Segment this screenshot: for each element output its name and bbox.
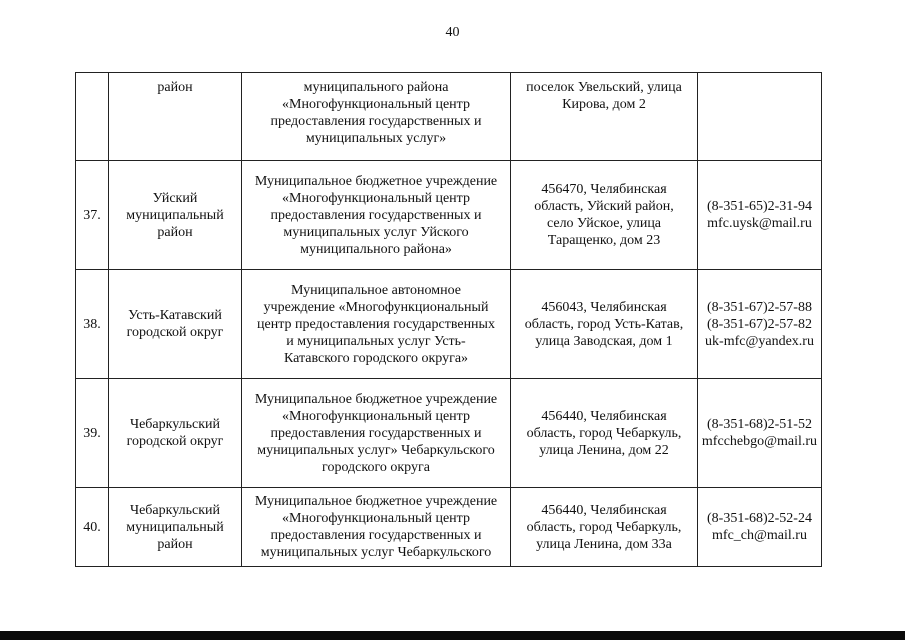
- organization-line: «Многофункциональный центр: [282, 97, 470, 112]
- organization-line: Катавского городского округа»: [283, 350, 469, 366]
- organization-cell: [242, 488, 511, 567]
- address-cell: [511, 488, 698, 567]
- address-line: Таращенко, дом 23: [547, 233, 661, 248]
- address-line: область, город Чебаркуль,: [526, 425, 682, 441]
- contacts-cell: [698, 488, 822, 567]
- address-line: улица Ленина, дом 22: [539, 442, 669, 458]
- row-number-cell: 39.: [76, 379, 109, 488]
- email-address: mfc.uysk@mail.ru: [707, 216, 812, 231]
- organization-line: «Многофункциональный центр: [282, 190, 470, 206]
- contacts-cell: [698, 379, 822, 488]
- organization-line: Муниципальное автономное: [290, 282, 462, 298]
- contacts-cell: [698, 73, 822, 161]
- organization-line: предоставления государственных и: [270, 425, 482, 441]
- email-address: uk-mfc@yandex.ru: [705, 333, 814, 349]
- table-row: [76, 161, 822, 270]
- district-name-cell: [109, 73, 242, 161]
- organization-cell: [242, 161, 511, 270]
- organization-line: и муниципальных услуг Усть-: [286, 333, 466, 349]
- organization-line: предоставления государственных и: [270, 114, 482, 129]
- address-cell: [511, 270, 698, 379]
- phone-number: (8-351-68)2-52-24: [707, 511, 812, 526]
- row-number-cell: 38.: [76, 270, 109, 379]
- address-cell: [511, 73, 698, 161]
- district-name-line: район: [157, 80, 193, 95]
- table-row: [76, 488, 822, 567]
- scan-edge-band: [0, 631, 905, 640]
- organization-line: «Многофункциональный центр: [282, 511, 470, 526]
- contacts-cell: [698, 161, 822, 270]
- district-name-cell: [109, 270, 242, 379]
- email-address: mfcchebgo@mail.ru: [701, 434, 818, 449]
- address-line: 456440, Челябинская: [541, 408, 667, 424]
- row-number-cell: [76, 73, 109, 161]
- organization-line: городского округа: [322, 459, 430, 475]
- organization-cell: [242, 379, 511, 488]
- organization-line: Муниципальное бюджетное учреждение: [254, 173, 498, 189]
- address-cell: [511, 161, 698, 270]
- address-line: 456470, Челябинская: [541, 182, 667, 197]
- address-line: область, Уйский район,: [534, 199, 674, 214]
- district-name-line: Чебаркульский: [129, 502, 220, 518]
- district-name-cell: [109, 161, 242, 270]
- organization-line: предоставления государственных и: [270, 207, 482, 223]
- district-name-line: Усть-Катавский: [128, 308, 222, 323]
- address-line: село Уйское, улица: [546, 216, 662, 231]
- address-line: улица Заводская, дом 1: [535, 333, 673, 349]
- organization-line: муниципальных услуг Уйского: [283, 224, 469, 240]
- organization-line: Муниципальное бюджетное учреждение: [254, 391, 498, 407]
- table-row: [76, 270, 822, 379]
- district-name-line: городской округ: [126, 434, 224, 449]
- phone-number: (8-351-67)2-57-82: [707, 316, 812, 332]
- district-name-line: городской округ: [126, 325, 224, 340]
- district-name-line: муниципальный: [126, 519, 224, 535]
- organization-line: центр предоставления государственных: [257, 316, 495, 332]
- organization-line: Муниципальное бюджетное учреждение: [254, 494, 498, 509]
- district-name-line: Чебаркульский: [129, 417, 220, 432]
- table-row: [76, 379, 822, 488]
- mfc-registry-table: [75, 72, 822, 567]
- organization-line: муниципального района»: [300, 241, 452, 257]
- organization-line: предоставления государственных и: [270, 528, 482, 543]
- page-number: 40: [445, 25, 460, 40]
- row-number-cell: 37.: [76, 161, 109, 270]
- organization-line: муниципальных услуг»: [305, 131, 447, 146]
- row-number-cell: 40.: [76, 488, 109, 567]
- organization-line: муниципальных услуг Чебаркульского: [260, 545, 492, 560]
- address-line: 456043, Челябинская: [541, 299, 667, 315]
- phone-number: (8-351-67)2-57-88: [707, 299, 812, 315]
- email-address: mfc_ch@mail.ru: [712, 528, 807, 543]
- address-line: улица Ленина, дом 33а: [536, 536, 672, 552]
- address-line: 456440, Челябинская: [541, 502, 667, 518]
- address-line: область, город Чебаркуль,: [526, 519, 682, 535]
- organization-line: муниципального района: [303, 80, 449, 95]
- phone-number: (8-351-65)2-31-94: [707, 199, 812, 214]
- phone-number: (8-351-68)2-51-52: [707, 417, 812, 432]
- contacts-cell: [698, 270, 822, 379]
- address-cell: [511, 379, 698, 488]
- address-line: поселок Увельский, улица: [526, 80, 682, 95]
- district-name-cell: [109, 379, 242, 488]
- organization-cell: [242, 270, 511, 379]
- organization-line: учреждение «Многофункциональный: [263, 299, 489, 315]
- district-name-line: район: [157, 224, 193, 240]
- district-name-line: муниципальный: [126, 207, 224, 223]
- district-name-cell: [109, 488, 242, 567]
- organization-cell: [242, 73, 511, 161]
- district-name-line: Уйский: [152, 190, 198, 206]
- organization-line: «Многофункциональный центр: [282, 408, 470, 424]
- address-line: Кирова, дом 2: [562, 97, 646, 112]
- district-name-line: район: [157, 536, 193, 552]
- address-line: область, город Усть-Катав,: [524, 316, 684, 332]
- table-row: [76, 73, 822, 161]
- organization-line: муниципальных услуг» Чебаркульского: [257, 442, 495, 458]
